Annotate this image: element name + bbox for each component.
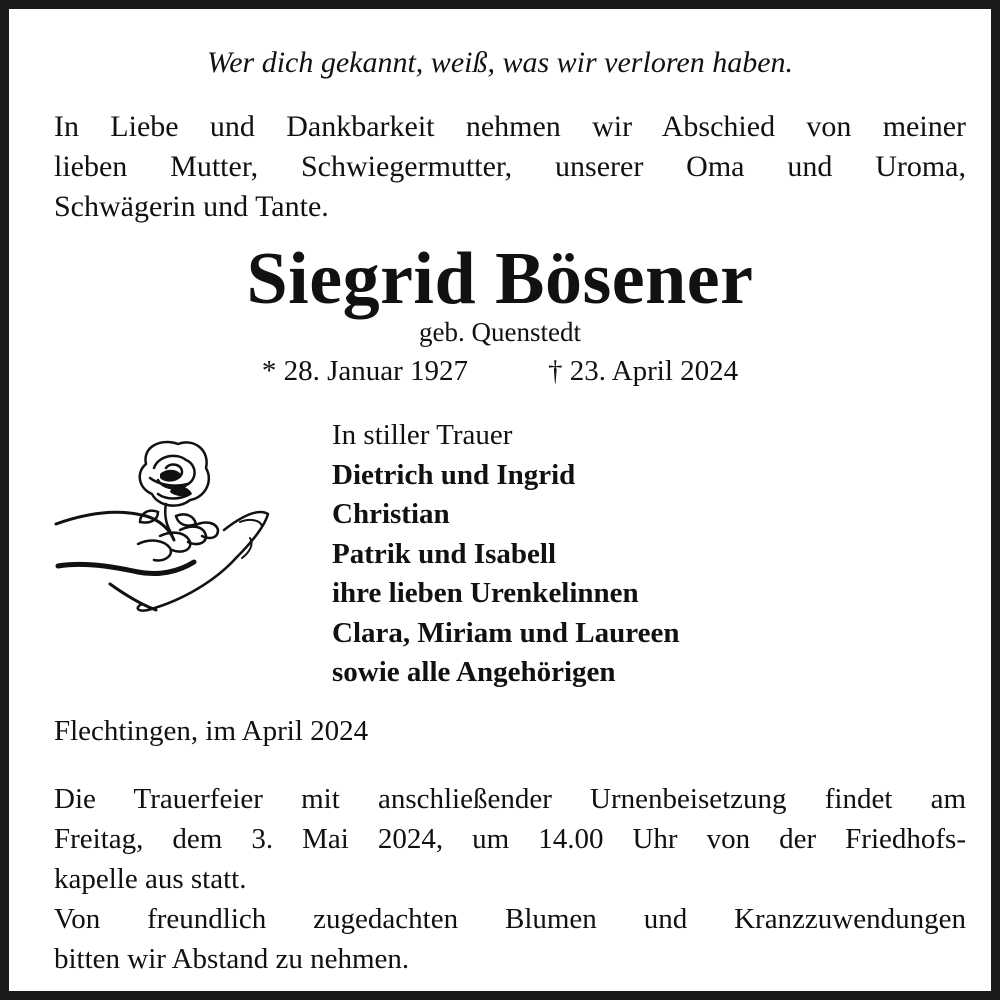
mourner-line: sowie alle Angehörigen xyxy=(332,656,616,688)
deceased-name: Siegrid Bösener xyxy=(246,238,754,320)
service-info xyxy=(54,779,966,979)
mourner-line: ihre lieben Urenkelinnen xyxy=(332,577,639,609)
mourners-block xyxy=(332,416,679,693)
service-line: Freitag, dem 3. Mai 2024, um 14.00 Uhr von der Friedhofs- xyxy=(54,823,966,855)
intro-line: lieben Mutter, Schwiegermutter, unserer Oma und Uroma, xyxy=(54,150,966,183)
intro-line: Schwägerin und Tante. xyxy=(54,190,329,223)
life-dates xyxy=(9,353,991,389)
service-line: Von freundlich zugedachten Blumen und Kranzzuwendungen xyxy=(54,903,966,935)
mourner-line: Clara, Miriam und Laureen xyxy=(332,616,680,649)
death-date: † 23. April 2024 xyxy=(548,355,739,387)
place-and-date: Flechtingen, im April 2024 xyxy=(54,715,369,747)
intro-line: In Liebe und Dankbarkeit nehmen wir Abschied von meiner xyxy=(54,110,966,143)
mourner-line: Dietrich und Ingrid xyxy=(332,458,576,491)
intro-text xyxy=(54,107,966,227)
birth-date: * 28. Januar 1927 xyxy=(261,355,469,387)
motto: Wer dich gekannt, weiß, was wir verloren haben. xyxy=(206,46,794,79)
birth-name: geb. Quenstedt xyxy=(419,317,581,347)
mourners-lead: In stiller Trauer xyxy=(332,419,513,451)
mourner-line: Christian xyxy=(332,498,450,530)
service-line: bitten wir Abstand zu nehmen. xyxy=(54,943,410,975)
rose-in-hands-icon xyxy=(54,434,274,619)
mourner-line: Patrik und Isabell xyxy=(332,537,556,570)
service-line: kapelle aus statt. xyxy=(54,863,247,895)
service-line: Die Trauerfeier mit anschließender Urnenbeisetzung findet am xyxy=(54,783,966,815)
